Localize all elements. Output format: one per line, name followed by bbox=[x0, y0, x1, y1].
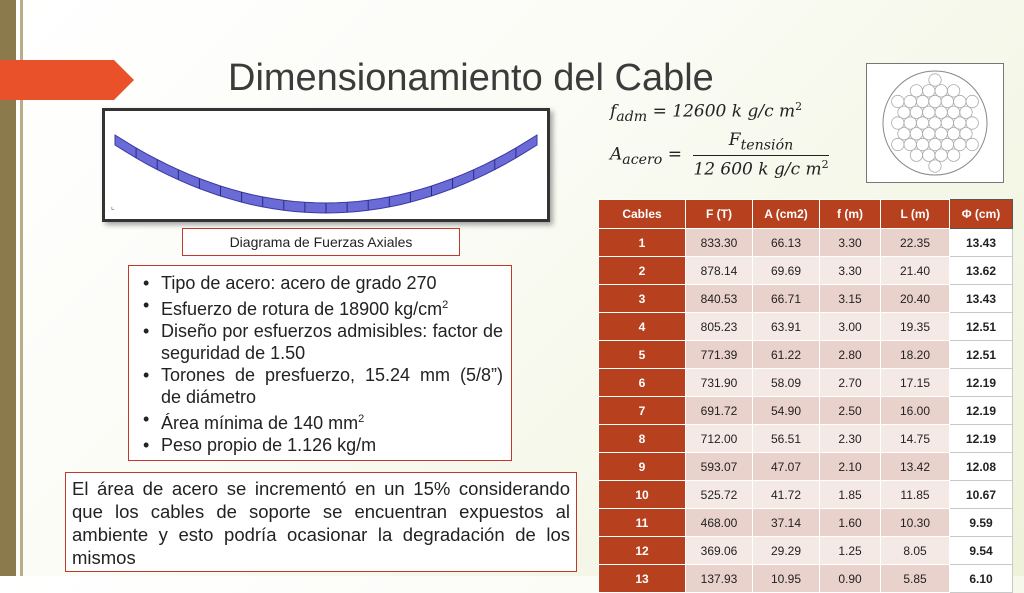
strand-circle bbox=[966, 138, 978, 150]
strand-circle bbox=[916, 138, 928, 150]
column-header: L (m) bbox=[881, 200, 950, 229]
table-cell: 6.10 bbox=[950, 565, 1013, 593]
strand-circle bbox=[892, 117, 904, 129]
table-cell: 66.13 bbox=[753, 229, 820, 257]
table-cell: 47.07 bbox=[753, 453, 820, 481]
strand-circle bbox=[954, 95, 966, 107]
parameter-item: • Diseño por esfuerzos admisibles: factor de seguridad de 1.50 bbox=[137, 320, 503, 364]
table-row bbox=[599, 397, 1013, 425]
strand-circle bbox=[910, 128, 922, 140]
strand-circle bbox=[935, 106, 947, 118]
table-cell: 2.30 bbox=[820, 425, 881, 453]
parameter-item: • Torones de presfuerzo, 15.24 mm (5/8”) de diámetro bbox=[137, 364, 503, 408]
table-row bbox=[599, 369, 1013, 397]
column-header: Cables bbox=[599, 200, 686, 229]
strand-circle bbox=[929, 117, 941, 129]
strand-circle bbox=[923, 85, 935, 97]
strand-circle bbox=[898, 106, 910, 118]
strand-circle bbox=[941, 95, 953, 107]
table-cell: 69.69 bbox=[753, 257, 820, 285]
column-header: A (cm2) bbox=[753, 200, 820, 229]
strand-circle bbox=[929, 160, 941, 172]
table-cell: 3.30 bbox=[820, 257, 881, 285]
table-cell: 3.15 bbox=[820, 285, 881, 313]
strand-circle bbox=[941, 117, 953, 129]
table-cell: 731.90 bbox=[686, 369, 753, 397]
cable-design-table bbox=[598, 199, 1013, 593]
table-cell: 54.90 bbox=[753, 397, 820, 425]
parameter-item: • Tipo de acero: acero de grado 270 bbox=[137, 272, 503, 294]
cable-cross-section bbox=[866, 63, 1004, 183]
table-cell: 20.40 bbox=[881, 285, 950, 313]
table-cell: 2.80 bbox=[820, 341, 881, 369]
table-header-row bbox=[599, 200, 1013, 229]
table-cell: 63.91 bbox=[753, 313, 820, 341]
table-cell: 878.14 bbox=[686, 257, 753, 285]
table-cell: 691.72 bbox=[686, 397, 753, 425]
steel-area-formula: $A_{acero}$ = $\frac{F_{tensión}}{12 600 k g/c m^2}$ bbox=[610, 130, 829, 181]
strand-circle bbox=[916, 117, 928, 129]
table-cell: 771.39 bbox=[686, 341, 753, 369]
strand-circle bbox=[929, 95, 941, 107]
table-cell: 13.62 bbox=[950, 257, 1013, 285]
steel-area-fraction: $\frac{F_{tensión}}{12 600 k g/c m^2}$ bbox=[693, 130, 829, 181]
table-cell: 12.08 bbox=[950, 453, 1013, 481]
strand-circle bbox=[904, 95, 916, 107]
table-cell: 41.72 bbox=[753, 481, 820, 509]
table-cell: 137.93 bbox=[686, 565, 753, 593]
cable-diagram-svg bbox=[105, 111, 547, 219]
table-cell: 1.60 bbox=[820, 509, 881, 537]
table-cell: 9.59 bbox=[950, 509, 1013, 537]
strand-circle bbox=[910, 106, 922, 118]
table-cell: 13.43 bbox=[950, 285, 1013, 313]
strand-circle bbox=[941, 138, 953, 150]
table-cell: 10 bbox=[599, 481, 686, 509]
strand-circle bbox=[947, 128, 959, 140]
table-cell: 833.30 bbox=[686, 229, 753, 257]
table-cell: 805.23 bbox=[686, 313, 753, 341]
axis-marker-icon: ⌞ bbox=[111, 202, 115, 211]
strand-circle bbox=[960, 106, 972, 118]
table-row bbox=[599, 425, 1013, 453]
strand-circle bbox=[935, 149, 947, 161]
table-cell: 22.35 bbox=[881, 229, 950, 257]
strand-circle bbox=[954, 117, 966, 129]
table-cell: 9.54 bbox=[950, 537, 1013, 565]
table-cell: 16.00 bbox=[881, 397, 950, 425]
table-row bbox=[599, 313, 1013, 341]
title-arrow-decor bbox=[0, 60, 134, 100]
diagram-caption: Diagrama de Fuerzas Axiales bbox=[182, 228, 460, 256]
table-row bbox=[599, 509, 1013, 537]
strand-circle bbox=[929, 138, 941, 150]
table-cell: 4 bbox=[599, 313, 686, 341]
strand-circle bbox=[966, 95, 978, 107]
table-cell: 840.53 bbox=[686, 285, 753, 313]
axial-force-diagram bbox=[102, 108, 550, 222]
table-cell: 11 bbox=[599, 509, 686, 537]
strand-circle bbox=[947, 85, 959, 97]
table-cell: 11.85 bbox=[881, 481, 950, 509]
table-cell: 12.51 bbox=[950, 341, 1013, 369]
table-cell: 9 bbox=[599, 453, 686, 481]
table-cell: 7 bbox=[599, 397, 686, 425]
table-cell: 3 bbox=[599, 285, 686, 313]
strand-circle bbox=[929, 74, 941, 86]
table-cell: 2.50 bbox=[820, 397, 881, 425]
table-cell: 14.75 bbox=[881, 425, 950, 453]
table-cell: 3.30 bbox=[820, 229, 881, 257]
table-cell: 5.85 bbox=[881, 565, 950, 593]
table-cell: 58.09 bbox=[753, 369, 820, 397]
table-cell: 10.95 bbox=[753, 565, 820, 593]
strand-circle bbox=[954, 138, 966, 150]
strand-circles bbox=[892, 74, 979, 172]
strand-circle bbox=[923, 149, 935, 161]
table-cell: 12.19 bbox=[950, 369, 1013, 397]
table-cell: 17.15 bbox=[881, 369, 950, 397]
strand-circle bbox=[935, 85, 947, 97]
parameter-item: • Peso propio de 1.126 kg/m bbox=[137, 434, 503, 456]
table-cell: 10.67 bbox=[950, 481, 1013, 509]
page-title: Dimensionamiento del Cable bbox=[228, 57, 714, 99]
table-cell: 12.51 bbox=[950, 313, 1013, 341]
table-cell: 56.51 bbox=[753, 425, 820, 453]
strand-circle bbox=[904, 117, 916, 129]
table-cell: 19.35 bbox=[881, 313, 950, 341]
table-cell: 21.40 bbox=[881, 257, 950, 285]
table-body bbox=[599, 229, 1013, 593]
table-cell: 593.07 bbox=[686, 453, 753, 481]
strand-circle bbox=[904, 138, 916, 150]
table-cell: 369.06 bbox=[686, 537, 753, 565]
allowable-stress-formula: $f_{adm} = 12600$ k g/c $m^2$ bbox=[610, 100, 803, 126]
table-row bbox=[599, 341, 1013, 369]
strand-circle bbox=[935, 128, 947, 140]
strand-circle bbox=[892, 95, 904, 107]
strand-circle bbox=[947, 106, 959, 118]
column-header: f (m) bbox=[820, 200, 881, 229]
parameter-item: • Esfuerzo de rotura de 18900 $kg/cm^2$ bbox=[137, 294, 503, 320]
table-row bbox=[599, 453, 1013, 481]
column-header: F (T) bbox=[686, 200, 753, 229]
table-cell: 13 bbox=[599, 565, 686, 593]
parameter-item: • Área mínima de 140 $mm^2$ bbox=[137, 408, 503, 434]
table-row bbox=[599, 565, 1013, 593]
table-cell: 6 bbox=[599, 369, 686, 397]
steel-area-note: El área de acero se incrementó en un 15% considerando que los cables de soporte se encuentran expuestos al ambiente y esto podría ocasionar la degradación de los mismos bbox=[65, 472, 577, 572]
table-cell: 29.29 bbox=[753, 537, 820, 565]
strand-circle bbox=[898, 128, 910, 140]
table-cell: 1.25 bbox=[820, 537, 881, 565]
table-cell: 1 bbox=[599, 229, 686, 257]
design-parameters-box bbox=[128, 265, 512, 461]
table-row bbox=[599, 481, 1013, 509]
strand-circle bbox=[966, 117, 978, 129]
table-cell: 2.70 bbox=[820, 369, 881, 397]
table-cell: 525.72 bbox=[686, 481, 753, 509]
table-cell: 2.10 bbox=[820, 453, 881, 481]
table-cell: 37.14 bbox=[753, 509, 820, 537]
table-cell: 13.43 bbox=[950, 229, 1013, 257]
table-cell: 5 bbox=[599, 341, 686, 369]
table-row bbox=[599, 229, 1013, 257]
table-cell: 2 bbox=[599, 257, 686, 285]
table-cell: 0.90 bbox=[820, 565, 881, 593]
table-cell: 468.00 bbox=[686, 509, 753, 537]
table-cell: 8.05 bbox=[881, 537, 950, 565]
strand-circle bbox=[923, 128, 935, 140]
design-parameters-list bbox=[137, 272, 503, 456]
table-cell: 3.00 bbox=[820, 313, 881, 341]
table-cell: 66.71 bbox=[753, 285, 820, 313]
strand-circle bbox=[910, 85, 922, 97]
table-cell: 10.30 bbox=[881, 509, 950, 537]
strand-circle bbox=[923, 106, 935, 118]
table-cell: 61.22 bbox=[753, 341, 820, 369]
strand-circle bbox=[960, 128, 972, 140]
table-row bbox=[599, 285, 1013, 313]
table-cell: 18.20 bbox=[881, 341, 950, 369]
strand-cross-section-icon bbox=[867, 64, 1003, 182]
strand-circle bbox=[910, 149, 922, 161]
column-header: Φ (cm) bbox=[950, 200, 1013, 229]
table-row bbox=[599, 257, 1013, 285]
table-cell: 13.42 bbox=[881, 453, 950, 481]
table-cell: 12.19 bbox=[950, 397, 1013, 425]
table-cell: 8 bbox=[599, 425, 686, 453]
table-row bbox=[599, 537, 1013, 565]
table-cell: 12.19 bbox=[950, 425, 1013, 453]
table-cell: 712.00 bbox=[686, 425, 753, 453]
strand-circle bbox=[892, 138, 904, 150]
strand-circle bbox=[947, 149, 959, 161]
strand-circle bbox=[916, 95, 928, 107]
table-cell: 1.85 bbox=[820, 481, 881, 509]
table-cell: 12 bbox=[599, 537, 686, 565]
